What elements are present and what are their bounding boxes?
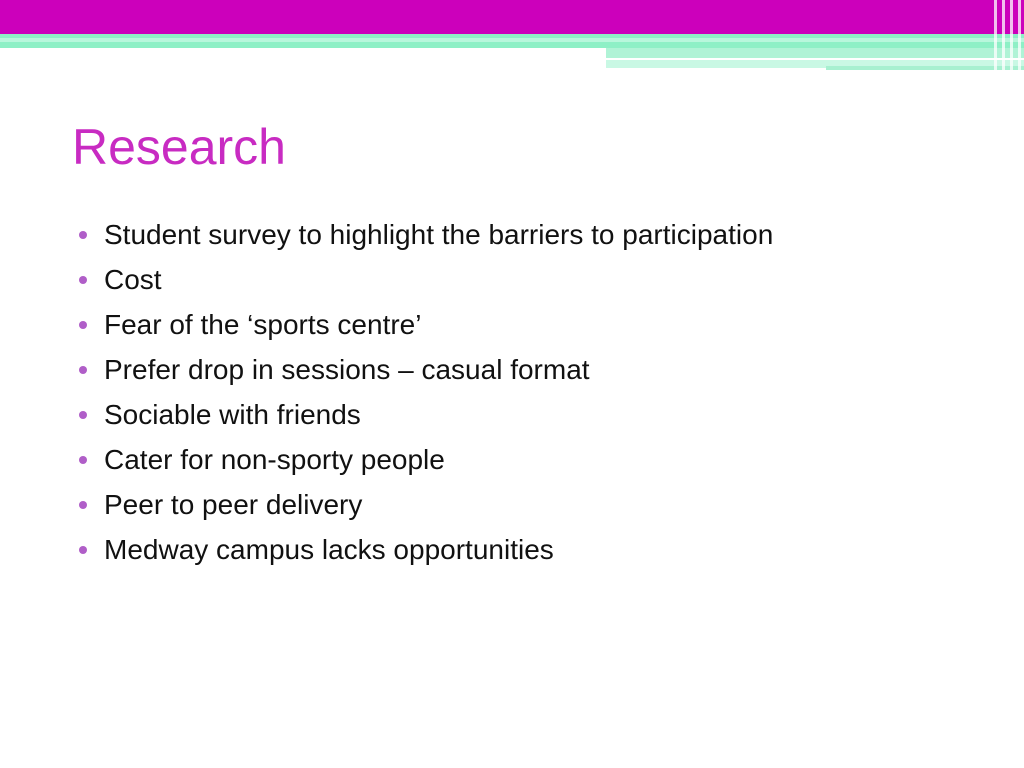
- stripe: [1018, 0, 1021, 70]
- header-band-mint-highlight: [0, 38, 1024, 42]
- bullet-item: [76, 259, 773, 304]
- bullet-dot-icon: [79, 546, 87, 554]
- bullet-text: Student survey to highlight the barriers to participation: [104, 219, 774, 250]
- bullet-item: [76, 214, 773, 259]
- bullet-text: Sociable with friends: [104, 399, 361, 430]
- stripe: [1002, 0, 1005, 70]
- bullet-text: Fear of the ‘sports centre’: [104, 309, 422, 340]
- bullet-dot-icon: [79, 276, 87, 284]
- bullet-dot-icon: [79, 501, 87, 509]
- header-band-accent: [606, 48, 1024, 58]
- bullet-text: Peer to peer delivery: [104, 489, 363, 520]
- bullet-dot-icon: [79, 411, 87, 419]
- bullet-dot-icon: [79, 231, 87, 239]
- header-stripes: [990, 0, 1024, 70]
- bullet-item: [76, 304, 773, 349]
- header-band-magenta: [0, 0, 1024, 34]
- bullet-item: [76, 484, 773, 529]
- bullet-text: Cost: [104, 264, 162, 295]
- bullet-text: Medway campus lacks opportunities: [104, 534, 554, 565]
- bullet-item: [76, 439, 773, 484]
- stripe: [1010, 0, 1013, 70]
- bullet-item: [76, 394, 773, 439]
- bullet-item: [76, 529, 773, 574]
- bullet-text: Prefer drop in sessions – casual format: [104, 354, 590, 385]
- stripe: [994, 0, 997, 70]
- bullet-dot-icon: [79, 321, 87, 329]
- bullet-item: [76, 349, 773, 394]
- bullet-dot-icon: [79, 456, 87, 464]
- bullet-text: Cater for non-sporty people: [104, 444, 445, 475]
- bullet-list: [76, 214, 773, 574]
- slide-title: Research: [72, 119, 286, 175]
- bullet-dot-icon: [79, 366, 87, 374]
